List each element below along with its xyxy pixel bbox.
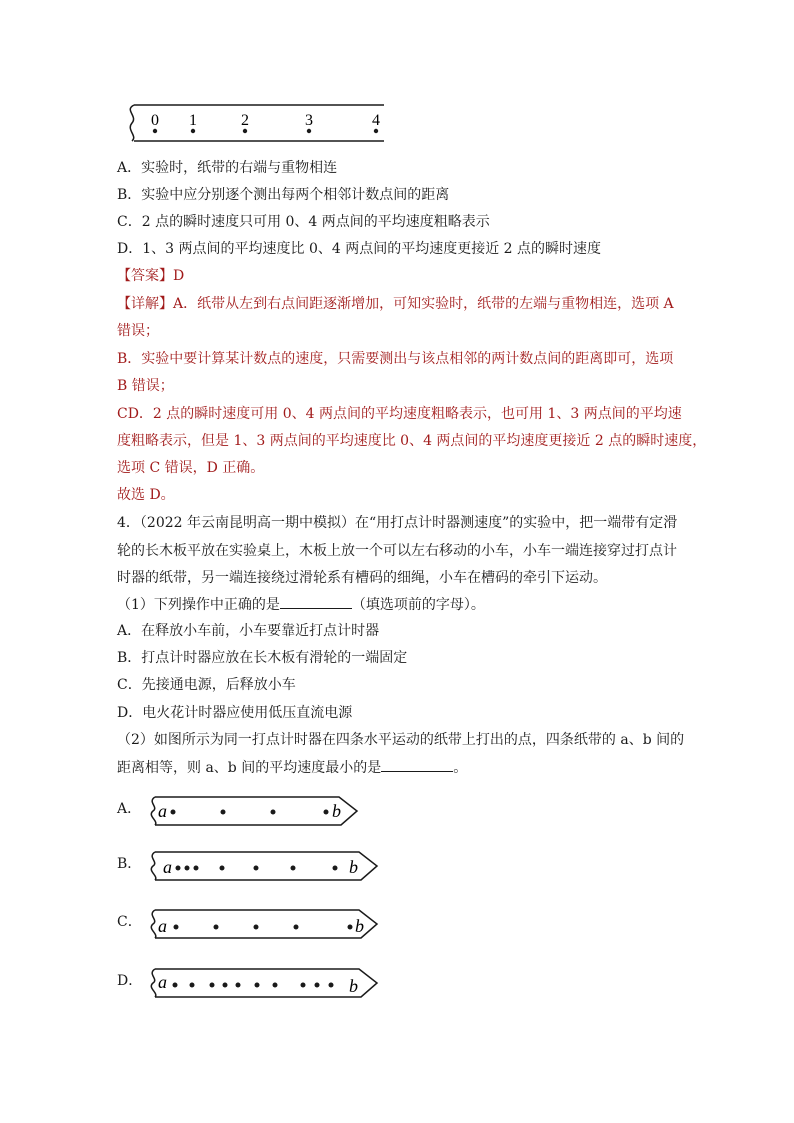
tape-b-diagram	[145, 848, 385, 884]
q3-answer: 【答案】D	[117, 268, 185, 284]
q3-explanation-line-8: 故选 D。	[117, 487, 175, 503]
tape-a-diagram	[145, 793, 370, 829]
q3-option-a: A．实验时，纸带的右端与重物相连	[117, 160, 338, 176]
tape-a-dot	[171, 810, 176, 815]
q4-stem-line-1: 4．（2022 年云南昆明高一期中模拟）在“用打点计时器测速度”的实验中，把一端带有定滑	[117, 515, 678, 531]
tape-b-label: B．	[117, 856, 142, 872]
tape-dot-0	[153, 129, 157, 133]
tape-c-dot	[348, 925, 353, 930]
q4-part2-suffix: 。	[453, 760, 468, 776]
tape-d-dot	[236, 983, 241, 988]
tape-d-dot	[301, 983, 306, 988]
tape-d-dot	[255, 983, 260, 988]
tape-d-point-a: a	[158, 972, 167, 992]
q3-explanation-line-5: CD．2 点的瞬时速度可用 0、4 两点间的平均速度粗略表示，也可用 1、3 两点间的平均速	[117, 406, 682, 422]
q4-part1-suffix: （填选项前的字母）。	[351, 597, 485, 613]
tape-c-label: C．	[117, 914, 142, 930]
tape-c-dot	[294, 925, 299, 930]
tape-dot-1	[191, 129, 195, 133]
q4-stem-line-2: 轮的长木板平放在实验桌上，木板上放一个可以左右移动的小车，小车一端连接穿过打点计	[117, 543, 677, 559]
tape-b-dot	[291, 866, 296, 871]
tape-b-point-a: a	[163, 857, 172, 877]
tape-a-point-a: a	[158, 801, 167, 821]
q4-part1-option-c: C．先接通电源，后释放小车	[117, 677, 296, 693]
q3-explanation-line-7: 选项 C 错误，D 正确。	[117, 460, 265, 476]
tape-a-dot	[271, 810, 276, 815]
tape-dot-3	[307, 129, 311, 133]
q3-option-d: D．1、3 两点间的平均速度比 0、4 两点间的平均速度更接近 2 点的瞬时速度	[117, 241, 602, 257]
tape-c-dot	[214, 925, 219, 930]
q4-part2-prefix: 距离相等，则 a、b 间的平均速度最小的是	[117, 760, 382, 776]
tape-b-dot	[194, 866, 199, 871]
q3-explanation-line-1: 【详解】A．纸带从左到右点间距逐渐增加，可知实验时，纸带的左端与重物相连，选项 A	[117, 296, 674, 312]
tape-a-dot	[324, 810, 329, 815]
tape-c-dot	[254, 925, 259, 930]
tape-d-dot	[210, 983, 215, 988]
q4-part2-line-1: （2）如图所示为同一打点计时器在四条水平运动的纸带上打出的点，四条纸带的 a、b 间的	[117, 732, 685, 748]
tape-d-dot	[273, 983, 278, 988]
tape-b-dot	[254, 866, 259, 871]
tape-d-dot	[223, 983, 228, 988]
q4-stem-line-3: 时器的纸带，另一端连接绕过滑轮系有槽码的细绳，小车在槽码的牵引下运动。	[117, 570, 607, 586]
tape-dot-2	[243, 129, 247, 133]
tape-b-dot	[185, 866, 190, 871]
q4-part1-option-a: A．在释放小车前，小车要靠近打点计时器	[117, 623, 380, 639]
tape-d-diagram	[145, 965, 385, 1001]
tape-label-4: 4	[372, 112, 380, 129]
tape-label-1: 1	[189, 112, 197, 129]
tape-a-label: A．	[117, 801, 142, 817]
tape-c-dot	[174, 925, 179, 930]
q3-explanation-line-3: B．实验中要计算某计数点的速度，只需要测出与该点相邻的两计数点间的距离即可，选项	[117, 351, 674, 367]
q3-option-c: C．2 点的瞬时速度只可用 0、4 两点间的平均速度粗略表示	[117, 214, 490, 230]
tape-label-0: 0	[151, 112, 159, 129]
q3-option-b: B．实验中应分别逐个测出每两个相邻计数点间的距离	[117, 187, 450, 203]
tape-label-3: 3	[305, 112, 313, 129]
tape-dot-4	[374, 129, 378, 133]
q3-explanation-line-6: 度粗略表示，但是 1、3 两点间的平均速度比 0、4 两点间的平均速度更接近 2 点的瞬时速度，	[117, 433, 707, 449]
tape-d-label: D．	[117, 973, 143, 989]
tape-c-diagram	[145, 906, 385, 942]
tape-b-dot	[220, 866, 225, 871]
q3-explanation-line-2: 错误；	[117, 323, 159, 339]
tape-d-dot	[329, 983, 334, 988]
tape-label-2: 2	[241, 112, 249, 129]
q4-part1-option-d: D．电火花计时器应使用低压直流电源	[117, 705, 353, 721]
q4-part2-line-2	[117, 757, 467, 778]
tape-b-dot	[176, 866, 181, 871]
q3-explanation-line-4: B 错误；	[117, 378, 174, 394]
top-tape-diagram	[120, 98, 390, 148]
q4-part1-prompt	[117, 594, 485, 615]
q4-part1-prefix: （1）下列操作中正确的是	[117, 597, 280, 613]
q4-part1-blank[interactable]	[280, 594, 352, 609]
tape-a-dot	[221, 810, 226, 815]
tape-d-point-b: b	[349, 976, 358, 996]
tape-b-dot	[333, 866, 338, 871]
tape-d-dot	[173, 983, 178, 988]
tape-c-point-b: b	[355, 916, 364, 936]
tape-a-point-b: b	[332, 801, 341, 821]
q4-part2-blank[interactable]	[381, 757, 453, 772]
tape-d-dot	[190, 983, 195, 988]
q4-part1-option-b: B．打点计时器应放在长木板有滑轮的一端固定	[117, 650, 408, 666]
tape-d-dot	[315, 983, 320, 988]
tape-b-point-b: b	[349, 857, 358, 877]
tape-c-point-a: a	[158, 916, 167, 936]
